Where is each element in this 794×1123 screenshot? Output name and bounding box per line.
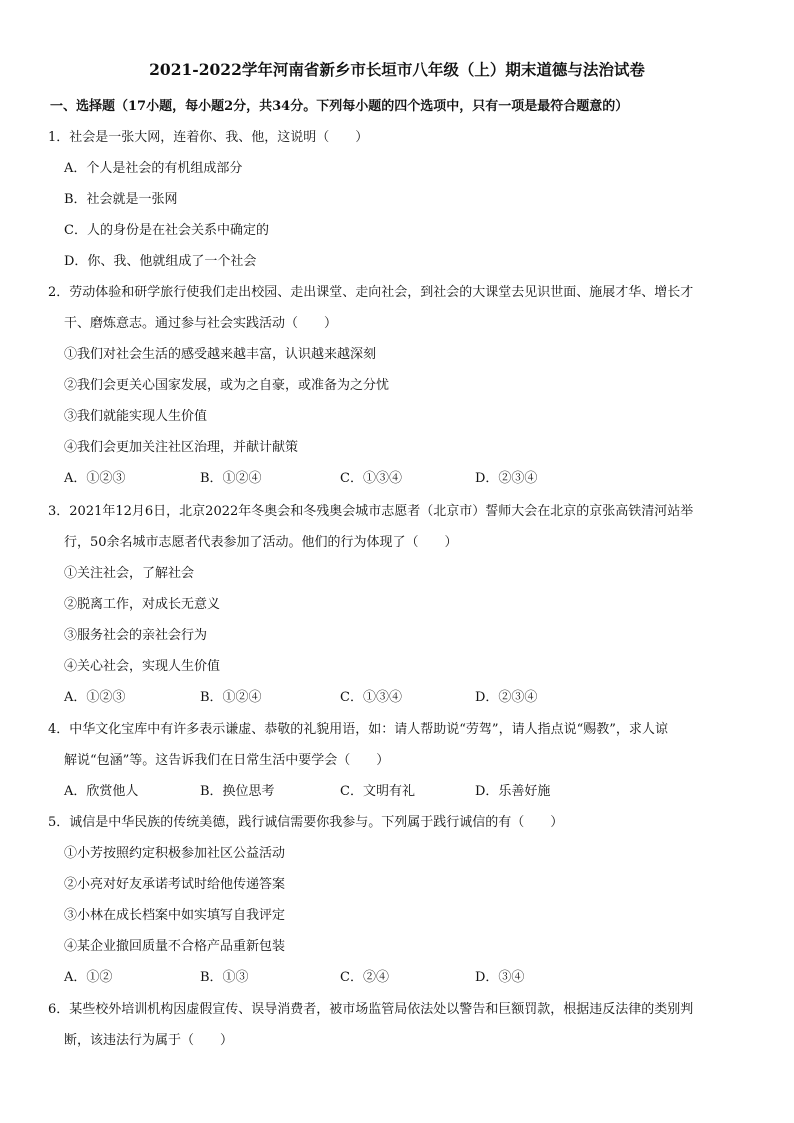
question-4-stem-line-2: 解说“包涵”等。这告诉我们在日常生活中要学会（ ） [64, 753, 390, 768]
question-3-choice-d: D．②③④ [475, 690, 538, 705]
question-1-stem: 1．社会是一张大网，连着你、我、他，这说明（ ） [48, 130, 369, 145]
question-2-choice-c: C．①③④ [340, 471, 402, 486]
question-6-stem-line-2: 断，该违法行为属于（ ） [64, 1033, 234, 1048]
section-heading: 一、选择题（17小题，每小题2分，共34分。下列每小题的四个选项中，只有一项是最符合题意的） [50, 99, 629, 114]
question-3-stem-line-2: 行，50余名城市志愿者代表参加了活动。他们的行为体现了（ ） [64, 535, 458, 550]
question-5-item-2: ②小亮对好友承诺考试时给他传递答案 [64, 877, 286, 892]
question-5-stem: 5．诚信是中华民族的传统美德，践行诚信需要你我参与。下列属于践行诚信的有（ ） [48, 815, 564, 830]
exam-title: 2021-2022学年河南省新乡市长垣市八年级（上）期末道德与法治试卷 [149, 60, 645, 79]
question-5-choice-d: D．③④ [475, 970, 525, 985]
question-3-choice-c: C．①③④ [340, 690, 402, 705]
question-2-item-1: ①我们对社会生活的感受越来越丰富，认识越来越深刻 [64, 347, 377, 362]
question-5-item-3: ③小林在成长档案中如实填写自我评定 [64, 908, 286, 923]
question-5-choice-a: A．①② [64, 970, 113, 985]
question-3-choice-a: A．①②③ [64, 690, 126, 705]
question-3-item-4: ④关心社会，实现人生价值 [64, 659, 221, 674]
question-3-stem-line-1: 3．2021年12月6日，北京2022年冬奥会和冬残奥会城市志愿者（北京市）誓师大会在北京的京张高铁清河站举 [48, 504, 694, 519]
question-3-choice-b: B．①②④ [200, 690, 262, 705]
question-5-item-1: ①小芳按照约定积极参加社区公益活动 [64, 846, 286, 861]
question-4-choice-d: D．乐善好施 [475, 784, 551, 799]
question-6-stem-line-1: 6．某些校外培训机构因虚假宣传、误导消费者，被市场监管局依法处以警告和巨额罚款，根据违反法律的类别判 [48, 1002, 694, 1017]
question-4-choice-b: B．换位思考 [200, 784, 275, 799]
question-2-item-2: ②我们会更关心国家发展，或为之自豪，或准备为之分忧 [64, 378, 390, 393]
question-1-option-c: C．人的身份是在社会关系中确定的 [64, 223, 269, 238]
question-5-choice-b: B．①③ [200, 970, 249, 985]
question-3-item-1: ①关注社会，了解社会 [64, 566, 195, 581]
question-2-choice-b: B．①②④ [200, 471, 262, 486]
question-1-option-b: B．社会就是一张网 [64, 192, 178, 207]
question-4-stem-line-1: 4．中华文化宝库中有许多表示谦虚、恭敬的礼貌用语，如：请人帮助说“劳驾”，请人指点说“赐教”，求人谅 [48, 722, 668, 737]
question-1-option-a: A．个人是社会的有机组成部分 [64, 161, 243, 176]
question-3-item-3: ③服务社会的亲社会行为 [64, 628, 208, 643]
question-2-stem-line-2: 干、磨炼意志。通过参与社会实践活动（ ） [64, 316, 338, 331]
question-2-stem-line-1: 2．劳动体验和研学旅行使我们走出校园、走出课堂、走向社会，到社会的大课堂去见识世面、施展才华、增长才 [48, 285, 694, 300]
question-5-item-4: ④某企业撤回质量不合格产品重新包装 [64, 939, 286, 954]
question-2-item-4: ④我们会更加关注社区治理，并献计献策 [64, 440, 299, 455]
question-2-item-3: ③我们就能实现人生价值 [64, 409, 208, 424]
question-2-choice-d: D．②③④ [475, 471, 538, 486]
question-4-choice-a: A．欣赏他人 [64, 784, 139, 799]
question-3-item-2: ②脱离工作，对成长无意义 [64, 597, 221, 612]
question-5-choice-c: C．②④ [340, 970, 389, 985]
question-4-choice-c: C．文明有礼 [340, 784, 415, 799]
question-2-choice-a: A．①②③ [64, 471, 126, 486]
question-1-option-d: D．你、我、他就组成了一个社会 [64, 254, 257, 269]
